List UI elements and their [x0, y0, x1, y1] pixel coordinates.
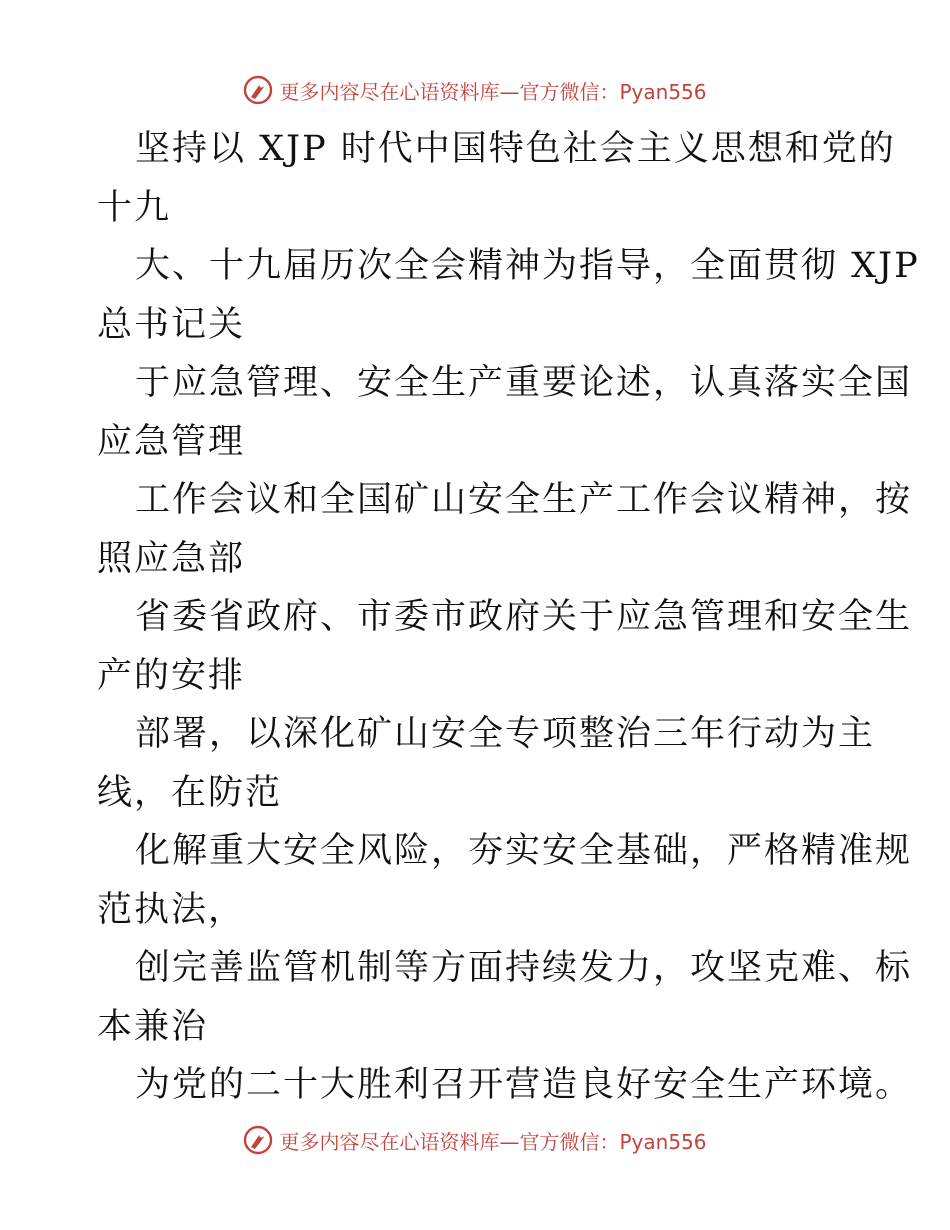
pen-nib-logo-icon	[243, 75, 273, 105]
pen-nib-logo-icon	[243, 1125, 273, 1155]
header-banner-text	[279, 76, 706, 105]
body-line: 于应急管理、安全生产重要论述，认真落实全国	[135, 363, 913, 403]
body-line: 产的安排	[97, 655, 246, 696]
footer-banner-text	[279, 1126, 706, 1155]
footer-watermark-banner	[0, 1120, 950, 1160]
header-banner-label: 更多内容尽在心语资料库—官方微信：	[279, 79, 620, 104]
body-line: 照应急部	[97, 538, 246, 579]
body-line: 工作会议和全国矿山安全生产工作会议精神，按	[135, 480, 913, 520]
header-banner-handle: Pyan556	[619, 79, 707, 104]
footer-banner-label: 更多内容尽在心语资料库—官方微信：	[279, 1129, 620, 1154]
body-line: 本兼治	[97, 1006, 209, 1047]
body-line: 大、十九届历次全会精神为指导，全面贯彻 XJP	[135, 246, 920, 286]
body-line: 范执法，	[97, 889, 246, 930]
body-line: 线，在防范	[97, 772, 283, 813]
body-line: 十九	[97, 187, 172, 228]
body-line: 省委省政府、市委市政府关于应急管理和安全生	[135, 597, 913, 637]
body-line: 为党的二十大胜利召开营造良好安全生产环境。	[135, 1065, 913, 1105]
document-body	[97, 120, 920, 1115]
body-line: 创完善监管机制等方面持续发力，攻坚克难、标	[135, 948, 913, 988]
footer-banner-handle: Pyan556	[619, 1129, 707, 1154]
body-line: 坚持以 XJP 时代中国特色社会主义思想和党的	[135, 129, 896, 169]
header-watermark-banner	[0, 70, 950, 110]
body-line: 化解重大安全风险，夯实安全基础，严格精准规	[135, 831, 913, 871]
body-line: 总书记关	[97, 304, 246, 345]
body-line: 部署，以深化矿山安全专项整治三年行动为主	[135, 714, 876, 754]
body-line: 应急管理	[97, 421, 246, 462]
